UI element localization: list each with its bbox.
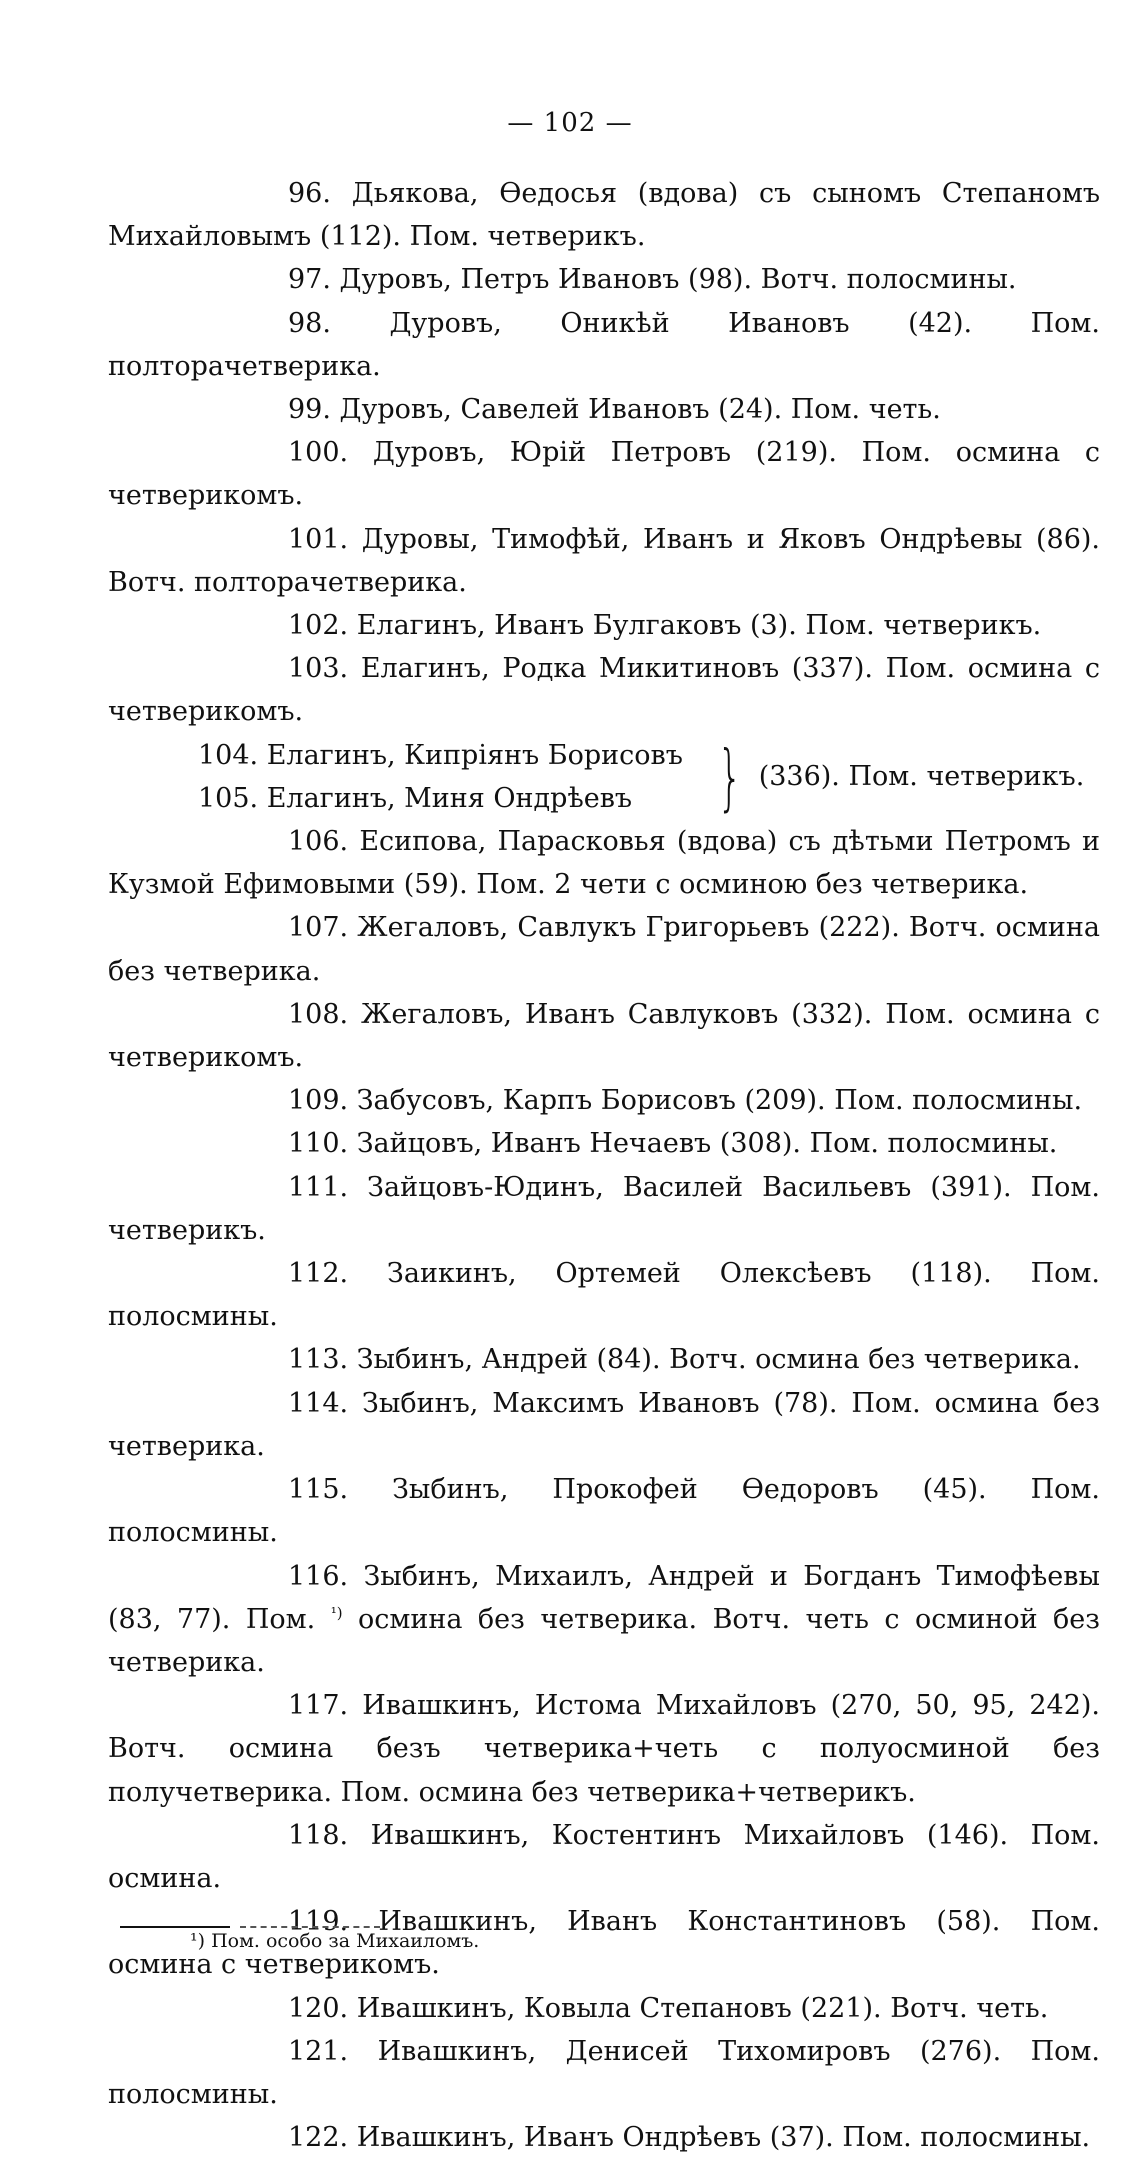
list-entry-121 [108,2030,1100,2116]
entry-text: Зыбинъ, Максимъ Ивановъ (78). Пом. осмина без четверика. [108,1387,1100,1462]
list-entry-100 [108,431,1100,517]
entry-text: Зайцовъ, Иванъ Нечаевъ (308). Пом. полосмины. [356,1128,1058,1160]
entry-number: 112. [288,1258,349,1290]
entry-text: Дуровъ, Петръ Ивановъ (98). Вотч. полосмины. [339,264,1017,296]
entry-text: Елагинъ, Родка Микитиновъ (337). Пом. осмина с четверикомъ. [108,653,1100,728]
list-entry-116 [108,1555,1100,1685]
list-entry-97 [108,258,1100,301]
list-entry-96 [108,172,1100,258]
entry-number: 121. [288,2035,349,2067]
entry-text: Елагинъ, Иванъ Булгаковъ (3). Пом. четверикъ. [356,610,1042,642]
list-entry-108 [108,993,1100,1079]
entry-text: Елагинъ, Кипріянъ Борисовъ [266,739,683,771]
list-entry-106 [108,820,1100,906]
list-entry-118 [108,1814,1100,1900]
entry-text: Ивашкинъ, Денисей Тихомировъ (276). Пом. полосмины. [108,2035,1100,2110]
entry-text: Дуровъ, Оникѣй Ивановъ (42). Пом. полторачетверика. [108,307,1100,382]
entry-number: 109. [288,1085,349,1117]
list-entry-110 [108,1122,1100,1165]
entry-number: 120. [288,1992,349,2024]
shared-entry-text: (336). Пом. четверикъ. [758,761,1085,793]
entry-number: 116. [288,1560,349,1592]
entry-text: Жегаловъ, Иванъ Савлуковъ (332). Пом. осмина с четверикомъ. [108,998,1100,1074]
list-entry-112 [108,1252,1100,1338]
entry-text: Дьякова, Ѳедосья (вдова) съ сыномъ Степаномъ Михайловымъ (112). Пом. четверикъ. [108,178,1100,253]
entry-text: осмина без четверика. Вотч. четь с осминой без четверика. [108,1603,1100,1678]
entry-number: 99. [288,394,331,426]
page-number: — 102 — [507,108,633,138]
footnote [190,1930,479,1952]
list-entry-114 [108,1382,1100,1468]
entry-number: 107. [288,912,349,944]
list-entry-103 [108,647,1100,733]
entry-text: Зайцовъ-Юдинъ, Василей Васильевъ (391). Пом. четверикъ. [108,1171,1100,1246]
entry-number: 100. [288,437,349,469]
entry-number: 117. [288,1690,349,1722]
entry-text: Ивашкинъ, Истома Михайловъ (270, 50, 95, 242). Вотч. осмина безъ четверика+четь с полуосминой без получетверика. Пом. осмина без четверика+четверикъ. [108,1690,1100,1808]
entry-text: Зыбинъ, Прокофей Ѳедоровъ (45). Пом. полосмины. [108,1474,1100,1549]
list-entry-104 [198,734,683,777]
list-entry-117 [108,1684,1100,1814]
footnote-divider [120,1926,230,1928]
footnote-reference[interactable]: ¹) [330,1603,343,1622]
entry-text: Дуровъ, Савелей Ивановъ (24). Пом. четь. [339,394,941,426]
footnote-mark: ¹) [190,1930,206,1952]
entry-number: 102. [288,610,349,642]
entry-number: 115. [288,1474,349,1506]
entry-text: Ивашкинъ, Иванъ Ондрѣевъ (37). Пом. полосмины. [356,2122,1091,2154]
entry-text: Дуровъ, Юрій Петровъ (219). Пом. осмина с четверикомъ. [108,437,1100,512]
entry-number: 114. [288,1387,349,1419]
list-entry-99 [108,388,1100,431]
right-brace: } [717,734,743,819]
entry-text: Ивашкинъ, Иванъ Константиновъ (58). Пом. осмина с четверикомъ. [108,1906,1100,1981]
entry-text: Жегаловъ, Савлукъ Григорьевъ (222). Вотч. осмина без четверика. [108,912,1100,987]
footnote-divider-dashed [240,1926,380,1928]
list-entry-101 [108,518,1100,604]
entry-text: Зыбинъ, Андрей (84). Вотч. осмина без четверика. [356,1344,1081,1376]
entry-number: 118. [288,1819,349,1851]
entry-number: 111. [288,1171,349,1203]
entry-text: Забусовъ, Карпъ Борисовъ (209). Пом. полосмины. [356,1085,1083,1117]
list-entry-105 [198,777,683,820]
list-entry-115 [108,1468,1100,1554]
entry-number: 101. [288,523,349,555]
entry-number: 122. [288,2122,349,2154]
entry-number: 119. [288,1906,349,1938]
footnote-text: Пом. особо за Михаиломъ. [211,1930,480,1952]
entry-group-104-105 [108,734,1100,820]
entry-text: Ивашкинъ, Ковыла Степановъ (221). Вотч. четь. [356,1992,1049,2024]
entry-number: 113. [288,1344,349,1376]
entry-list [108,172,1100,2159]
list-entry-109 [108,1079,1100,1122]
entry-number: 106. [288,826,349,858]
entry-number: 103. [288,653,349,685]
entry-text: Ивашкинъ, Костентинъ Михайловъ (146). Пом. осмина. [108,1819,1100,1894]
entry-text: Есипова, Парасковья (вдова) съ дѣтьми Петромъ и Кузмой Ефимовыми (59). Пом. 2 чети с осминою без четверика. [108,826,1100,901]
list-entry-120 [108,1987,1100,2030]
entry-text: Елагинъ, Миня Ондрѣевъ [266,782,633,814]
list-entry-98 [108,302,1100,388]
entry-number: 97. [288,264,331,296]
entry-number: 98. [288,307,331,339]
entry-number: 108. [288,998,349,1030]
list-entry-107 [108,906,1100,992]
entry-number: 110. [288,1128,349,1160]
list-entry-111 [108,1166,1100,1252]
entry-text: Заикинъ, Ортемей Олексѣевъ (118). Пом. полосмины. [108,1258,1101,1333]
entry-number: 104. [198,739,259,771]
entry-text: Дуровы, Тимофѣй, Иванъ и Яковъ Ондрѣевы (86). Вотч. полторачетверика. [108,523,1100,598]
list-entry-102 [108,604,1100,647]
list-entry-113 [108,1338,1100,1381]
entry-number: 96. [288,178,331,209]
entry-number: 105. [198,782,259,814]
entry-text: Зыбинъ, Михаилъ, Андрей и Богданъ Тимофѣевы (83, 77). Пом. [108,1560,1100,1635]
list-entry-122 [108,2116,1100,2159]
